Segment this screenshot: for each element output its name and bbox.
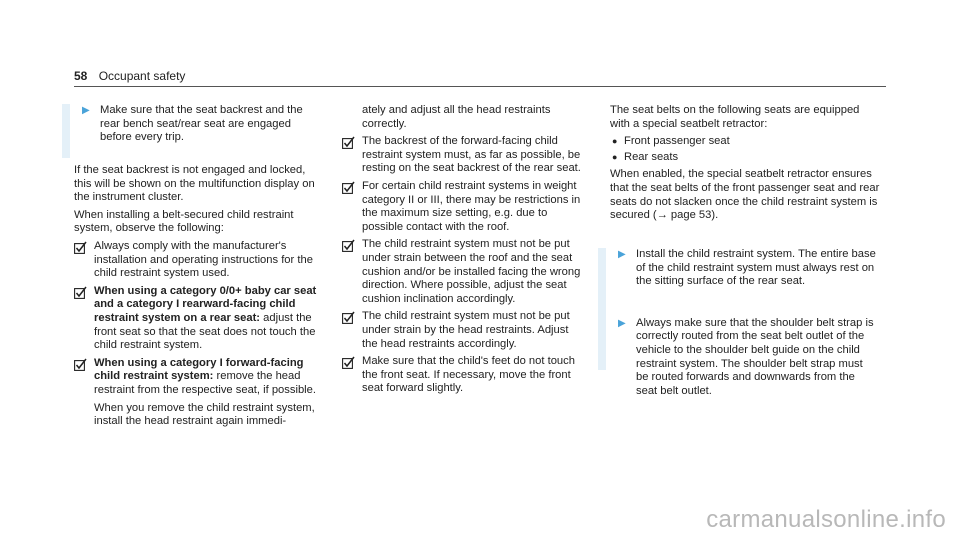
section-title: Occupant safety <box>98 69 186 83</box>
step-box-backrest <box>62 104 314 158</box>
checkbox-tick-icon <box>74 241 87 254</box>
column-2 <box>342 104 582 400</box>
paragraph: When enabled, the special seatbelt retractor ensures that the seat belts of the front passenger seat and rear seats do not slacken once the child restraint system is secured (→ page 53). <box>610 168 880 222</box>
list-item: ● Rear seats <box>612 150 679 163</box>
checkbox-tick-icon <box>342 239 355 252</box>
paragraph: The seat belts on the following seats are equipped with a special seatbelt retractor: <box>610 104 860 130</box>
step-text: Make sure that the seat backrest and the rear bench seat/rear seat are engaged before every trip. <box>100 104 303 144</box>
bullet-list <box>610 135 880 164</box>
checklist-item: The child restraint system must not be put under strain between the roof and the seat cushion and/or be installed facing the wrong direction. Where possible, adjust the seat cushion inclination accordingly. <box>342 238 582 306</box>
checkbox-tick-icon <box>342 356 355 369</box>
checklist-item: The backrest of the forward-facing child restraint system must, as far as possible, be resting on the seat backrest of the rear seat. <box>342 135 582 176</box>
step-item <box>80 104 314 145</box>
checklist-item: When using a category 0/0+ baby car seat and a category I rearward-facing child restraint system on a rear seat: adjust the front seat so that the seat does not touch the child restraint system. <box>74 285 324 353</box>
checklist <box>342 135 582 396</box>
checklist-item: Make sure that the child's feet do not touch the front seat. If necessary, move the front seat forward slightly. <box>342 355 582 396</box>
arrow-right-icon: ▶ <box>82 105 90 116</box>
checklist-item: For certain child restraint systems in weight category II or III, there may be restrictions in the maximum size setting, e.g. due to possible contact with the roof. <box>342 180 582 234</box>
arrow-right-icon: ▶ <box>618 317 626 329</box>
list-item: ● Front passenger seat <box>612 135 730 148</box>
watermark: carmanualsonline.info <box>706 506 946 533</box>
step-item <box>616 248 878 289</box>
column-3 <box>610 104 880 227</box>
paragraph: When installing a belt-secured child restraint system, observe the following: <box>74 208 294 235</box>
checkbox-tick-icon <box>342 136 355 149</box>
paragraph: ately and adjust all the head restraints correctly. <box>362 104 551 130</box>
header-divider <box>74 86 886 87</box>
checklist-item: The child restraint system must not be put under strain by the head restraints. Adjust the head restraints accordingly. <box>342 310 582 351</box>
arrow-right-icon: ▶ <box>618 249 626 260</box>
paragraph: When you remove the child restraint system, install the head restraint again immedi- <box>94 401 315 428</box>
checkbox-tick-icon <box>342 311 355 324</box>
checklist-item: Always comply with the manufacturer's installation and operating instructions for the child restraint system used. <box>74 240 324 281</box>
column-1 <box>74 164 324 433</box>
step-item <box>616 317 878 399</box>
page-header <box>74 70 185 84</box>
checkbox-tick-icon <box>74 286 87 299</box>
checklist-item: When using a category I forward-facing child restraint system: remove the head restraint from the respective seat, if possible. <box>74 357 324 398</box>
paragraph: If the seat backrest is not engaged and locked, this will be shown on the multifunction display on the instrument cluster. <box>74 164 315 204</box>
checklist <box>74 240 324 398</box>
checkbox-tick-icon <box>74 358 87 371</box>
step-text: Install the child restraint system. The entire base of the child restraint system must always rest on the sitting surface of the rear seat. <box>636 248 876 288</box>
step-box-install <box>598 248 878 397</box>
checkbox-tick-icon <box>342 181 355 194</box>
step-text: Always make sure that the shoulder belt strap is correctly routed from the seat belt outlet of the vehicle to the shoulder belt guide on the child restraint system. The shoulder belt strap must be routed forwards and downwards from the seat belt outlet. <box>636 316 874 397</box>
bullet-icon: ● <box>612 151 618 162</box>
bullet-icon: ● <box>612 136 618 147</box>
page-number: 58 <box>74 69 88 83</box>
